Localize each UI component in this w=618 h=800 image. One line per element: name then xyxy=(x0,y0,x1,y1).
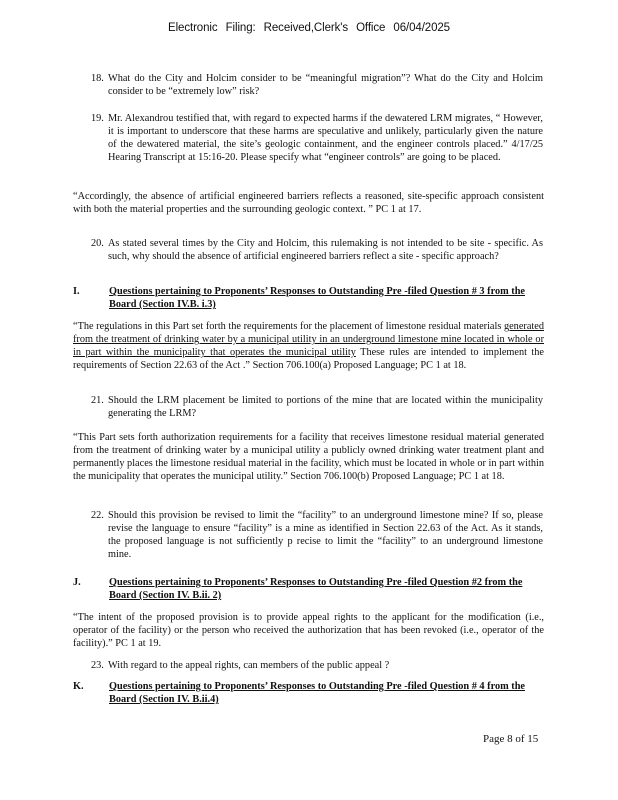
section-title: Questions pertaining to Proponents’ Responses to Outstanding Pre -filed Question # 4 from the Board (Section IV. B.ii.4) xyxy=(109,681,525,706)
question-text: As stated several times by the City and Holcim, this rulemaking is not intended to be site - specific. As such, why should the absence of artificial engineered barriers reflect a site - specific approach? xyxy=(108,238,543,263)
question-number: 22. xyxy=(91,510,104,521)
question-number: 18. xyxy=(91,73,104,84)
question-18 xyxy=(91,72,543,98)
question-20 xyxy=(91,237,543,263)
question-text: What do the City and Holcim consider to be “meaningful migration”? What do the City and Holcim consider to be “extremely low” risk? xyxy=(108,73,543,98)
question-text: With regard to the appeal rights, can members of the public appeal ? xyxy=(108,660,390,671)
section-title: Questions pertaining to Proponents’ Responses to Outstanding Pre -filed Question #2 from the Board (Section IV. B.ii. 2) xyxy=(109,577,523,602)
page-number: Page 8 of 15 xyxy=(483,733,539,745)
question-19 xyxy=(91,112,543,164)
question-text: Should the LRM placement be limited to portions of the mine that are located within the municipality generating the LRM? xyxy=(108,395,543,420)
section-heading-k xyxy=(73,680,544,706)
section-letter: I. xyxy=(73,286,80,297)
question-23 xyxy=(91,659,543,672)
section-letter: K. xyxy=(73,681,84,692)
quoted-passage-1: “Accordingly, the absence of artificial engineered barriers reflects a reasoned, site-specific approach consistent with both the material properties and the surrounding geologic context. ” PC 1 at 17. xyxy=(73,191,544,216)
question-number: 20. xyxy=(91,238,104,249)
quoted-passage-3: “This Part sets forth authorization requirements for a facility that receives limestone residual material generated from the treatment of drinking water by a municipal utility a publicly owned drinking water treatment plant and permanently places the limestone residual material in the facility, which must be located in whole or in part within the municipality that operates the municipal utility.” Section 706.100(b) Proposed Language; PC 1 at 18. xyxy=(73,432,544,483)
question-22 xyxy=(91,509,543,561)
quote-text-end: These rules are intended to implement the requirements of Section 22.63 of the Act .” Section 706.100(a) Proposed Language; PC 1 at 18. xyxy=(73,347,544,372)
question-number: 23. xyxy=(91,660,104,671)
question-text: Should this provision be revised to limit the “facility” to an underground limestone mine? If so, please revise the language to ensure “facility” is a mine as identified in Section 22.63 of the Act. As it stands, the proposed language is not sufficiently p recise to limit the “facility” to an underground limestone mine. xyxy=(108,510,543,561)
filing-header: Electronic Filing: Received,Clerk's Office 06/04/2025 xyxy=(168,22,450,34)
quote-text: “The regulations in this Part set forth the requirements for the placement of limestone residual materials xyxy=(73,321,504,332)
question-number: 21. xyxy=(91,395,104,406)
question-number: 19. xyxy=(91,113,104,124)
quoted-passage-2 xyxy=(73,320,544,372)
section-title: Questions pertaining to Proponents’ Responses to Outstanding Pre -filed Question # 3 from the Board (Section IV.B. i.3) xyxy=(109,286,525,311)
section-heading-i xyxy=(73,285,544,311)
question-text: Mr. Alexandrou testified that, with regard to expected harms if the dewatered LRM migrates, “ However, it is important to underscore that these harms are speculative and unlikely, particularly given the nature of the dewatered material, the site’s geologic containment, and the engineer controls placed.” 4/17/25 Hearing Transcript at 15:16-20. Please specify what “engineer controls” are going to be placed. xyxy=(108,113,543,164)
section-letter: J. xyxy=(73,577,81,588)
quote-underlined-text: generated from the treatment of drinking water by a municipal utility in an underground limestone mine located in whole or in part within the municipality that operates the municipal utility xyxy=(73,321,544,359)
section-heading-j xyxy=(73,576,544,602)
quoted-passage-4: “The intent of the proposed provision is to provide appeal rights to the applicant for the modification (i.e., operator of the facility) or the person who received the authorization that has been revoked (i.e., operator of the facility).” PC 1 at 19. xyxy=(73,612,544,650)
question-21 xyxy=(91,394,543,420)
